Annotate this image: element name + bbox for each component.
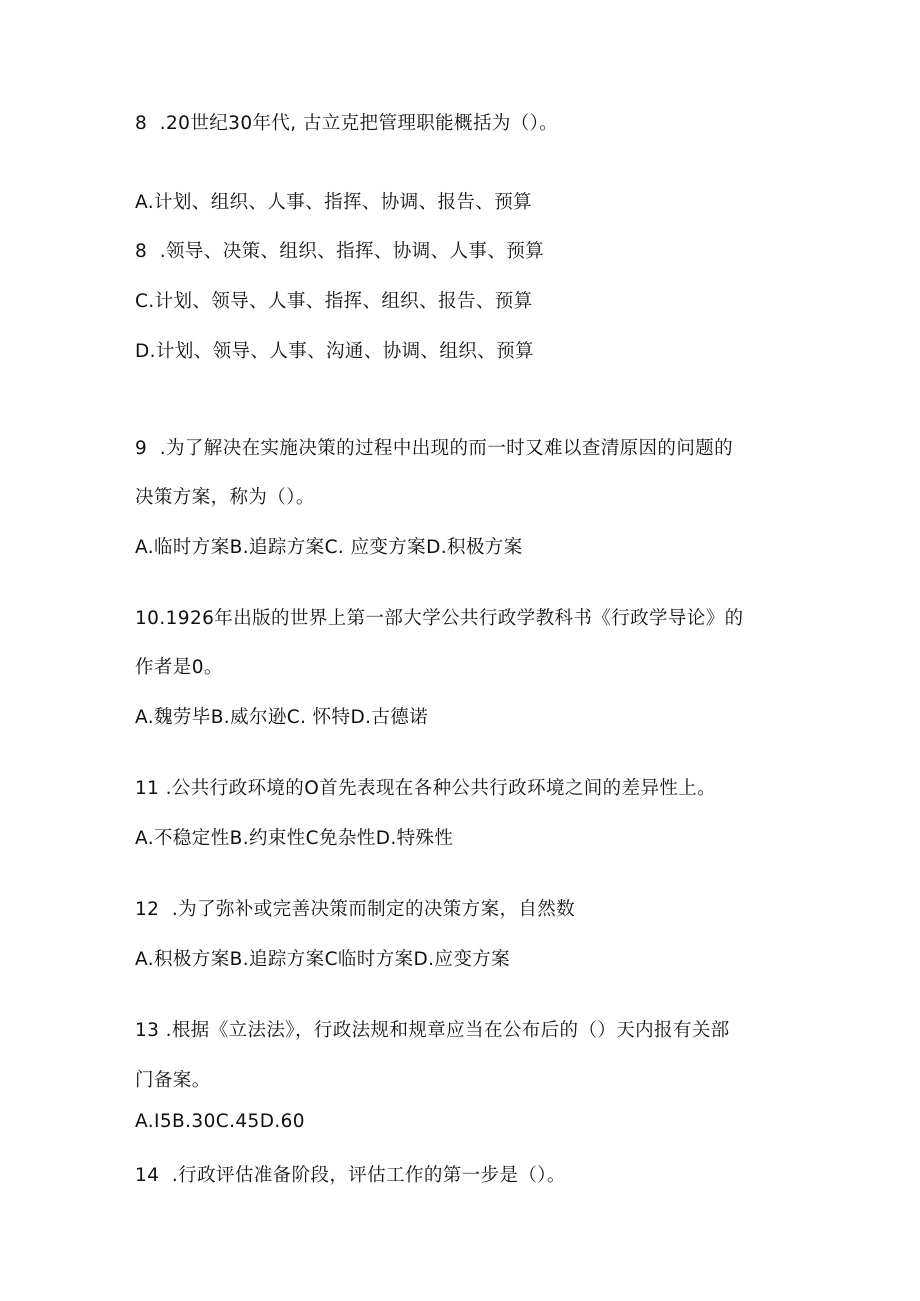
question-8-option-c: C.计划、领导、人事、指挥、组织、报告、预算 (135, 291, 533, 312)
question-8-option-d: D.计划、领导、人事、沟通、协调、组织、预算 (135, 341, 534, 362)
question-9-stem-line-1: 9 .为了解决在实施决策的过程中出现的而一时又难以查清原因的问题的 (135, 438, 734, 459)
question-13-stem-line-2: 门备案。 (135, 1070, 211, 1091)
question-10-stem-line-1: 10.1926年出版的世界上第一部大学公共行政学教科书《行政学导论》的 (135, 608, 744, 629)
question-8-stem: 8 .20世纪30年代, 古立克把管理职能概括为（）。 (135, 113, 559, 134)
question-10-options: A.魏劳毕B.威尔逊C. 怀特D.古德诺 (135, 707, 429, 728)
question-13-stem-line-1: 13 .根据《立法法》，行政法规和规章应当在公布后的（）天内报有关部 (135, 1020, 730, 1041)
question-9-stem-line-2: 决策方案，称为（）。 (135, 487, 315, 508)
question-8-option-b: 8 .领导、决策、组织、指挥、协调、人事、预算 (135, 241, 545, 262)
question-11-stem: 11 .公共行政环境的O首先表现在各种公共行政环境之间的差异性上。 (135, 778, 717, 799)
question-11-options: A.不稳定性B.约束性C免杂性D.特殊性 (135, 828, 454, 849)
question-12-options: A.积极方案B.追踪方案C临时方案D.应变方案 (135, 949, 511, 970)
question-14-stem: 14 .行政评估准备阶段，评估工作的第一步是（）。 (135, 1165, 566, 1186)
question-13-options: A.I5B.30C.45D.60 (135, 1111, 305, 1132)
question-8-option-a: A.计划、组织、人事、指挥、协调、报告、预算 (135, 192, 533, 213)
question-12-stem: 12 .为了弥补或完善决策而制定的决策方案，自然数 (135, 899, 576, 920)
question-9-options: A.临时方案B.追踪方案C. 应变方案D.积极方案 (135, 537, 523, 558)
question-10-stem-line-2: 作者是0。 (135, 657, 223, 678)
